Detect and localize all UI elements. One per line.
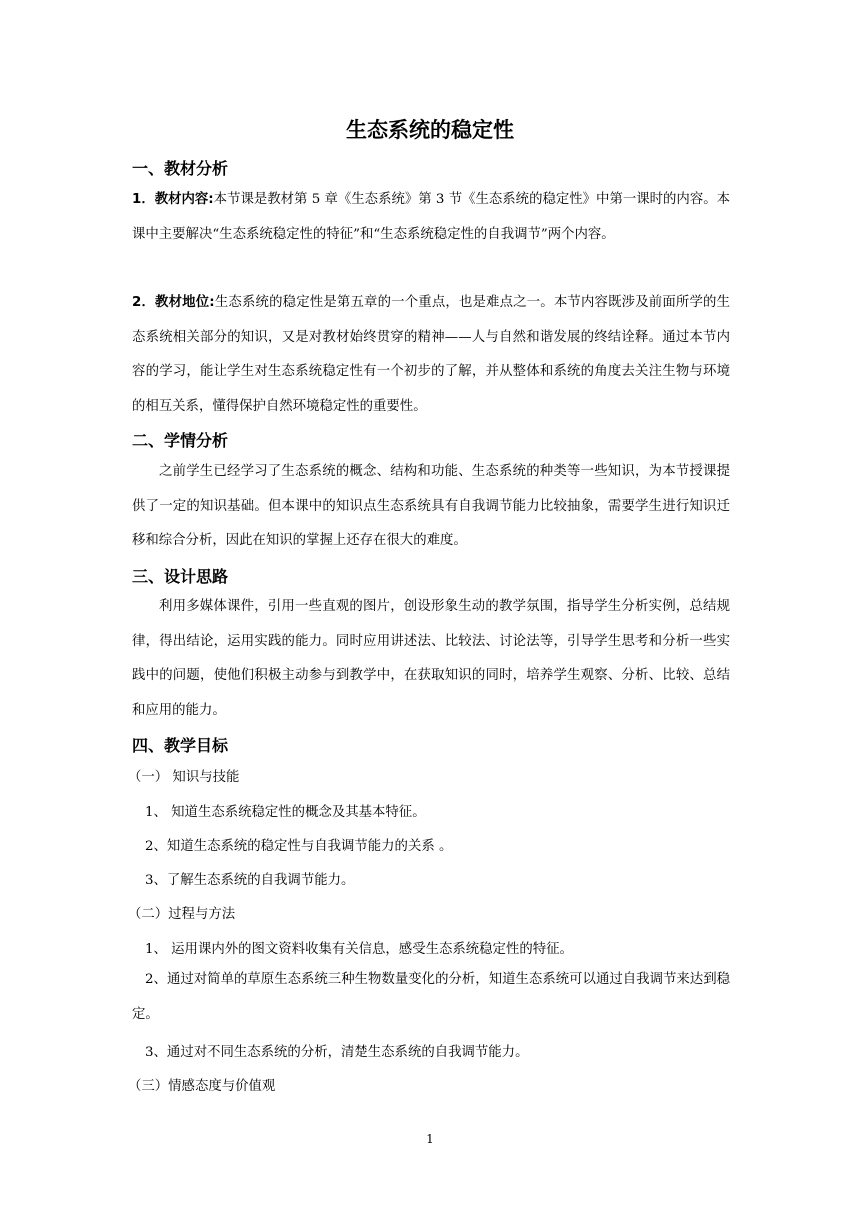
- section-heading-3: 三、设计思路: [132, 567, 229, 586]
- list-item: 2、知道生态系统的稳定性与自我调节能力的关系 。: [145, 839, 453, 854]
- list-item: 1、 运用课内外的图文资料收集有关信息，感受生态系统稳定性的特征。: [145, 942, 573, 957]
- section-heading-1: 一、教材分析: [132, 159, 229, 178]
- subheading-attitude: （三）情感态度与价值观: [128, 1079, 276, 1094]
- paragraph-status: [132, 286, 730, 424]
- paragraph-label: 2．教材地位:: [132, 295, 215, 310]
- paragraph-text: 本节课是教材第 5 章《生态系统》第 3 节《生态系统的稳定性》中第一课时的内容。本课中主要解决“生态系统稳定性的特征”和“生态系统稳定性的自我调节”两个内容。: [132, 192, 731, 242]
- paragraph-design-idea: 利用多媒体课件，引用一些直观的图片，创设形象生动的教学氛围，指导学生分析实例，总结规律，得出结论，运用实践的能力。同时应用讲述法、比较法、讨论法等，引导学生思考和分析一些实践中的问题，使他们积极主动参与到教学中，在获取知识的同时，培养学生观察、分析、比较、总结和应用的能力。: [132, 599, 730, 718]
- list-item: 2、通过对简单的草原生态系统三种生物数量变化的分析，知道生态系统可以通过自我调节来达到稳定。: [132, 972, 730, 1022]
- subheading-knowledge: （一） 知识与技能: [128, 770, 240, 785]
- page-number: 1: [426, 1132, 434, 1146]
- paragraph-text: 生态系统的稳定性是第五章的一个重点，也是难点之一。本节内容既涉及前面所学的生态系统相关部分的知识，又是对教材始终贯穿的精神——人与自然和谐发展的终结诠释。通过本节内容的学习，能让学生对生态系统稳定性有一个初步的了解，并从整体和系统的角度去关注生物与环境的相互关系，懂得保护自然环境稳定性的重要性。: [132, 295, 731, 414]
- list-item: 1、 知道生态系统稳定性的概念及其基本特征。: [145, 805, 426, 820]
- section-heading-4: 四、教学目标: [132, 736, 229, 755]
- subheading-process: （二）过程与方法: [128, 907, 236, 922]
- paragraph-student-analysis: 之前学生已经学习了生态系统的概念、结构和功能、生态系统的种类等一些知识，为本节授课提供了一定的知识基础。但本课中的知识点生态系统具有自我调节能力比较抽象，需要学生进行知识迁移和综合分析，因此在知识的掌握上还存在很大的难度。: [132, 464, 730, 548]
- paragraph-label: 1．教材内容:: [132, 192, 214, 207]
- paragraph-content: [132, 183, 730, 252]
- list-item: 3、通过对不同生态系统的分析，清楚生态系统的自我调节能力。: [145, 1045, 529, 1060]
- page-title: 生态系统的稳定性: [346, 118, 514, 142]
- section-heading-2: 二、学情分析: [132, 431, 229, 450]
- list-item: 3、了解生态系统的自我调节能力。: [145, 873, 355, 888]
